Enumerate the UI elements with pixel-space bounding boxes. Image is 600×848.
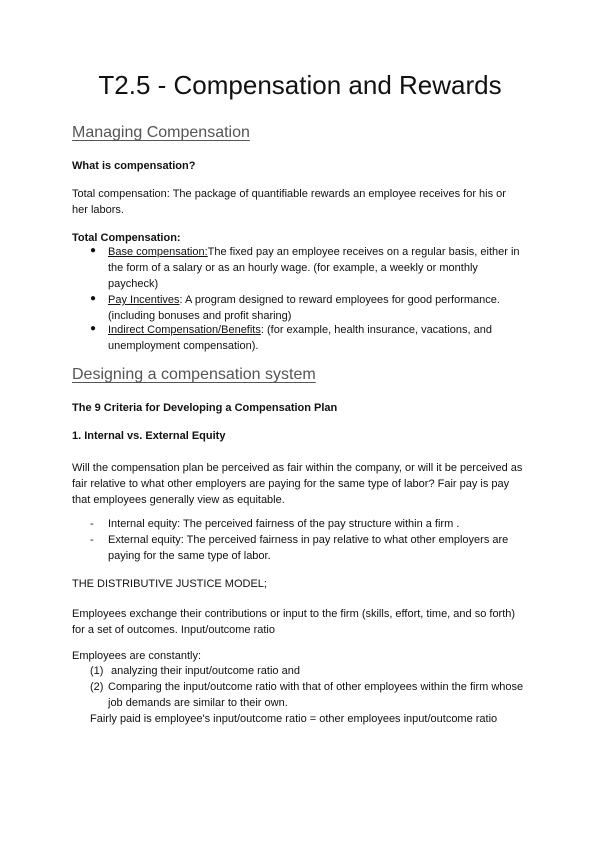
numbered-item-2: Comparing the input/outcome ratio with that of other employees within the firm whose <box>108 681 524 693</box>
term-pay-incentives: Pay Incentives <box>108 294 180 306</box>
bullet-text-line: (including bonuses and profit sharing) <box>108 310 292 322</box>
item1-heading: 1. Internal vs. External Equity <box>72 430 226 442</box>
bullet-item-base-compensation <box>108 244 520 260</box>
employees-constantly: Employees are constantly: <box>72 650 202 662</box>
bullet-text-line: the form of a salary or as an hourly wage. (for example, a weekly or monthly <box>108 262 478 274</box>
bullet-text: : A program designed to reward employees for good performance. <box>179 294 500 306</box>
bullet-item-indirect-compensation <box>108 322 492 338</box>
term-indirect-compensation: Indirect Compensation/Benefits <box>108 324 261 336</box>
paragraph-line: Employees exchange their contributions or input to the firm (skills, effort, time, and so forth) <box>72 608 516 620</box>
numbered-label: (2) <box>90 681 104 693</box>
external-equity-item: External equity: The perceived fairness in pay relative to what other employers are <box>108 534 509 546</box>
total-compensation-heading: Total Compensation: <box>72 232 181 244</box>
bullet-item-pay-incentives <box>108 292 500 308</box>
numbered-item-1: analyzing their input/outcome ratio and <box>111 665 300 677</box>
paragraph-line: Will the compensation plan be perceived as fair within the company, or will it be perceived as <box>72 462 523 474</box>
bullet-text: The fixed pay an employee receives on a regular basis, either in <box>207 246 520 258</box>
section-heading-designing-system: Designing a compensation system <box>72 366 316 383</box>
total-comp-definition-line-1: Total compensation: The package of quantifiable rewards an employee receives for his or <box>72 188 506 200</box>
dash-icon: - <box>90 534 94 546</box>
section-heading-managing-compensation: Managing Compensation <box>72 124 250 141</box>
total-comp-definition-line-2: her labors. <box>72 204 124 216</box>
external-equity-item-line-2: paying for the same type of labor. <box>108 550 271 562</box>
paragraph-line: that employees generally view as equitable. <box>72 494 285 506</box>
bullet-icon: ● <box>90 293 97 304</box>
bullet-text-line: paycheck) <box>108 278 159 290</box>
bullet-icon: ● <box>90 323 97 334</box>
paragraph-line: fair relative to what other employers are paying for the same type of labor? Fair pay is pay <box>72 478 510 490</box>
term-base-compensation: Base compensation: <box>108 246 208 258</box>
numbered-item-2-line-2: job demands are similar to their own. <box>108 697 288 709</box>
question-heading: What is compensation? <box>72 160 196 172</box>
internal-equity-item: Internal equity: The perceived fairness of the pay structure within a firm . <box>108 518 460 530</box>
criteria-heading: The 9 Criteria for Developing a Compensation Plan <box>72 402 338 414</box>
page-title: T2.5 - Compensation and Rewards <box>98 70 502 100</box>
fairly-paid-statement: Fairly paid is employee's input/outcome ratio = other employees input/outcome ratio <box>90 713 498 725</box>
numbered-label: (1) <box>90 665 104 677</box>
paragraph-line: for a set of outcomes. Input/outcome ratio <box>72 624 275 636</box>
bullet-text-line: unemployment compensation). <box>108 340 259 352</box>
dash-icon: - <box>90 518 94 530</box>
bullet-text: : (for example, health insurance, vacations, and <box>260 324 493 336</box>
model-heading: THE DISTRIBUTIVE JUSTICE MODEL; <box>72 578 267 590</box>
bullet-icon: ● <box>90 245 97 256</box>
